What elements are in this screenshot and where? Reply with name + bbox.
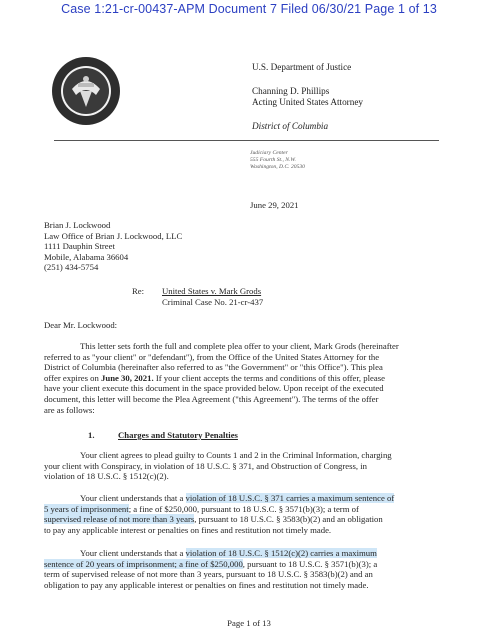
intro-paragraph (44, 341, 444, 415)
re-block (162, 286, 263, 307)
recipient-name: Brian J. Lockwood (44, 220, 111, 230)
department-name: U.S. Department of Justice (252, 62, 352, 72)
intro-text: If your client accepts the terms and conditions of this offer, please (153, 372, 385, 383)
para-line: obligation to pay any applicable interest or penalties on fines and restitution not timely made. (44, 579, 369, 590)
para-line: Your client agrees to plead guilty to Counts 1 and 2 in the Criminal Information, charging (80, 450, 392, 460)
para-line: to pay any applicable interest or penalties on fines and restitution not timely made. (44, 524, 332, 535)
section-heading: Charges and Statutory Penalties (118, 430, 238, 440)
para-text: , pursuant to 18 U.S.C. § 3583(b)(2) and an obligation (194, 514, 383, 525)
salutation: Dear Mr. Lockwood: (44, 320, 118, 330)
doj-seal-icon (50, 55, 122, 127)
recipient-office: Law Office of Brian J. Lockwood, LLC (44, 230, 183, 241)
highlighted-text: 5 years of imprisonment (44, 503, 129, 514)
courier-line-2: 555 Fourth St., N.W. (250, 157, 296, 163)
courier-line-1: Judiciary Center (250, 150, 288, 156)
para-line: violation of 18 U.S.C. § 1512(c)(2). (44, 471, 169, 482)
page-footer: Page 1 of 13 (227, 618, 271, 628)
intro-text: offer expires on (44, 372, 102, 383)
intro-line: This letter sets forth the full and complete plea offer to your client, Mark Grods (hereinafter (80, 341, 399, 351)
re-case-number: Criminal Case No. 21-cr-437 (162, 296, 264, 307)
para-line (44, 514, 444, 525)
para-text: , pursuant to 18 U.S.C. § 3571(b)(3); a (242, 558, 378, 569)
intro-line: District of Columbia (hereinafter also referred to as "the Government" or "this Office"). This plea (44, 362, 383, 373)
re-case-title: United States v. Mark Grods (162, 286, 262, 296)
recipient-phone: (251) 434-5754 (44, 262, 99, 273)
para-line (44, 493, 444, 504)
intro-line: referred to as "your client" or "defendant"), from the Office of the United States Attorney for the (44, 351, 380, 362)
highlighted-text: supervised release of not more than 3 years (44, 514, 195, 525)
us-attorney-name: Channing D. Phillips (252, 86, 330, 96)
para-line: term of supervised release of not more than 3 years, pursuant to 18 U.S.C. § 3583(b)(2) and an (44, 569, 373, 580)
ecf-header: Case 1:21-cr-00437-APM Document 7 Filed 06/30/21 Page 1 of 13 (61, 2, 437, 16)
courier-line-3: Washington, D.C. 20530 (250, 164, 305, 170)
courier-address (250, 150, 305, 171)
obstruction-penalty-paragraph (44, 548, 444, 590)
us-attorney-title: Acting United States Attorney (252, 97, 363, 107)
district-name: District of Columbia (252, 121, 329, 131)
intro-line (44, 373, 444, 384)
para-line: your client with Conspiracy, in violation of 18 U.S.C. § 371, and Obstruction of Congress, in (44, 460, 368, 471)
re-label: Re: (132, 286, 145, 296)
intro-line: document, this letter will become the Plea Agreement ("this Agreement"). The terms of the offer (44, 393, 379, 404)
expiration-date: June 30, 2021. (101, 372, 154, 383)
recipient-street: 1111 Dauphin Street (44, 241, 115, 252)
charges-paragraph (44, 450, 444, 482)
conspiracy-penalty-paragraph (44, 493, 444, 535)
para-line (44, 504, 444, 515)
letter-date: June 29, 2021 (250, 200, 299, 210)
para-line (44, 559, 444, 570)
section-number: 1. (88, 430, 95, 440)
intro-line: have your client execute this document in the space provided below. Upon receipt of the executed (44, 383, 384, 394)
intro-line: are as follows: (44, 404, 95, 415)
letterhead-rule (54, 140, 439, 141)
para-text: Your client understands that a (80, 548, 186, 558)
para-text: Your client understands that a (80, 493, 186, 503)
para-line (44, 548, 444, 559)
highlighted-text: violation of 18 U.S.C. § 371 carries a maximum sentence of (185, 493, 395, 503)
recipient-city: Mobile, Alabama 36604 (44, 251, 129, 262)
highlighted-text: sentence of 20 years of imprisonment; a fine of $250,000 (44, 558, 243, 569)
highlighted-text: violation of 18 U.S.C. § 1512(c)(2) carries a maximum (185, 548, 377, 558)
recipient-block (44, 220, 182, 273)
para-text: ; a fine of $250,000, pursuant to 18 U.S.C. § 3571(b)(3); a term of (128, 503, 359, 514)
